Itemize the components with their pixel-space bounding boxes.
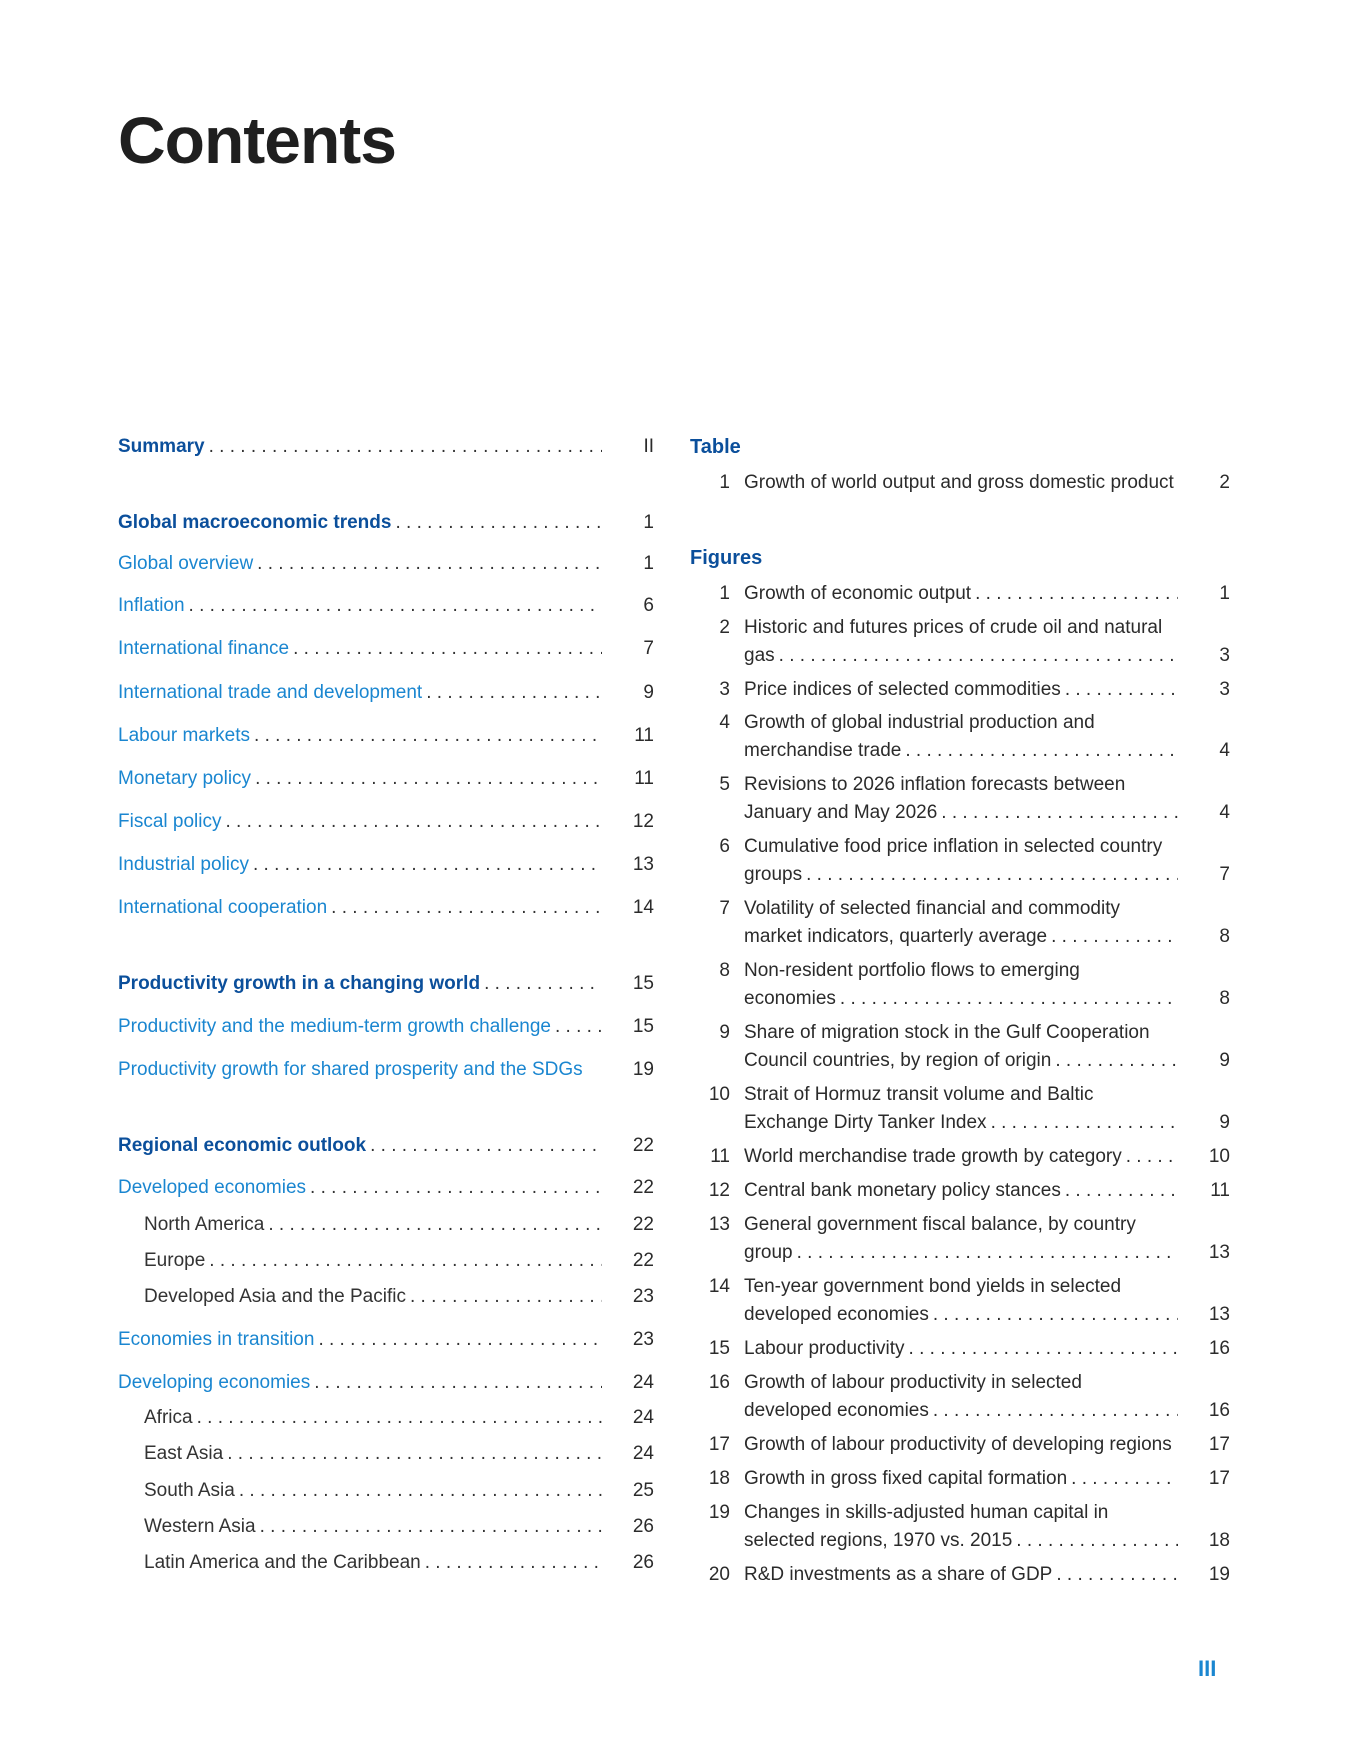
entry-title[interactable]: group (744, 1242, 793, 1263)
table-entry[interactable] (690, 469, 1230, 497)
toc-entry-label[interactable]: Developed Asia and the Pacific (144, 1286, 406, 1307)
entry-title[interactable]: Revisions to 2026 inflation forecasts between (744, 774, 1126, 795)
toc-entry[interactable] (118, 1133, 654, 1159)
entry-title[interactable]: Cumulative food price inflation in selected country (744, 836, 1163, 857)
toc-entry-page: 15 (632, 1016, 654, 1037)
toc-entry-label[interactable]: Inflation (118, 595, 185, 616)
dot-leader (189, 593, 602, 619)
toc-entry-page: 23 (632, 1329, 654, 1350)
dot-leader (905, 737, 1178, 765)
entry-number: 16 (708, 1372, 730, 1393)
dot-leader (310, 1175, 602, 1201)
dot-leader (484, 971, 602, 997)
toc-entry-page: 24 (632, 1372, 654, 1393)
dot-leader (1065, 1177, 1178, 1205)
figure-entry[interactable] (690, 1019, 1230, 1075)
entry-page: 17 (1208, 1468, 1230, 1489)
toc-entry-label[interactable]: South Asia (144, 1480, 235, 1501)
toc-entry[interactable] (118, 1175, 654, 1201)
dot-leader (1016, 1527, 1178, 1555)
entry-number: 3 (719, 679, 730, 700)
entry-page: 1 (1219, 583, 1230, 604)
dot-leader (255, 766, 602, 792)
entry-number: 12 (708, 1180, 730, 1201)
toc-entry-page: 15 (632, 973, 654, 994)
toc-entry[interactable] (118, 1370, 654, 1396)
entry-title[interactable]: merchandise trade (744, 740, 902, 761)
figure-entry[interactable] (690, 1177, 1230, 1205)
toc-entry[interactable] (118, 852, 654, 878)
figure-entry[interactable] (690, 1369, 1230, 1425)
dot-leader (1056, 1561, 1178, 1589)
figure-entry[interactable] (690, 1211, 1230, 1267)
toc-entry-label[interactable]: Productivity and the medium-term growth challenge (118, 1016, 551, 1037)
toc-entry[interactable] (118, 551, 654, 577)
dot-leader (933, 1397, 1178, 1425)
entry-page: 4 (1219, 802, 1230, 823)
dot-leader (1071, 1465, 1178, 1493)
toc-entry-page: 11 (634, 768, 654, 789)
entry-page: 16 (1208, 1338, 1230, 1359)
toc-entry-page: 25 (632, 1480, 654, 1501)
dot-leader (941, 799, 1178, 827)
entry-number: 1 (719, 583, 730, 604)
figure-entry[interactable] (690, 580, 1230, 608)
entry-page: 7 (1219, 864, 1230, 885)
dot-leader (410, 1284, 602, 1310)
page-number: III (1198, 1656, 1217, 1681)
entry-title[interactable]: R&D investments as a share of GDP (744, 1564, 1053, 1585)
entry-page: 10 (1208, 1146, 1230, 1167)
entry-title[interactable]: Non-resident portfolio flows to emerging (744, 960, 1080, 981)
entry-title[interactable]: Exchange Dirty Tanker Index (744, 1112, 987, 1133)
figure-entry[interactable] (690, 614, 1230, 670)
entry-title[interactable]: Growth in gross fixed capital formation (744, 1468, 1068, 1489)
toc-entry[interactable] (118, 971, 654, 997)
dot-leader (260, 1514, 602, 1540)
entry-number: 6 (719, 836, 730, 857)
figure-entry[interactable] (690, 957, 1230, 1013)
toc-entry-label[interactable]: Developing economies (118, 1372, 311, 1393)
entry-title[interactable]: Growth of labour productivity in selected (744, 1372, 1082, 1393)
entry-title[interactable]: Growth of economic output (744, 583, 972, 604)
entry-page: 9 (1219, 1112, 1230, 1133)
toc-entry[interactable] (118, 636, 654, 662)
dot-leader (209, 434, 602, 460)
toc-entry-page: 11 (634, 725, 654, 746)
entry-number: 10 (708, 1084, 730, 1105)
entry-number: 2 (719, 617, 730, 638)
toc-entry[interactable] (118, 593, 654, 619)
toc-entry-label[interactable]: Fiscal policy (118, 811, 222, 832)
dot-leader (370, 1133, 602, 1159)
entry-title[interactable]: World merchandise trade growth by category (744, 1146, 1122, 1167)
figure-entry[interactable] (690, 1335, 1230, 1363)
toc-entry-label[interactable]: Summary (118, 436, 205, 457)
toc-entry-page: 1 (643, 512, 654, 533)
toc-entry[interactable] (118, 1284, 654, 1310)
entry-title[interactable]: market indicators, quarterly average (744, 926, 1048, 947)
toc-entry-page: 26 (632, 1552, 654, 1573)
toc-entry-label[interactable]: Economies in transition (118, 1329, 315, 1350)
dot-leader (253, 852, 602, 878)
toc-entry-page: 22 (632, 1135, 654, 1156)
entry-title[interactable]: Growth of labour productivity of developing regions (744, 1434, 1172, 1455)
dot-leader (314, 1370, 602, 1396)
entry-number: 9 (719, 1022, 730, 1043)
toc-entry-page: 22 (632, 1214, 654, 1235)
entry-number: 15 (708, 1338, 730, 1359)
toc-entry[interactable] (118, 1248, 654, 1274)
entry-title[interactable]: developed economies (744, 1304, 929, 1325)
figure-entry[interactable] (690, 1465, 1230, 1493)
entry-title[interactable]: January and May 2026 (744, 802, 938, 823)
entry-number: 14 (708, 1276, 730, 1297)
entry-title[interactable]: gas (744, 645, 775, 666)
entry-title[interactable]: Ten-year government bond yields in selected (744, 1276, 1122, 1297)
entry-title[interactable]: Central bank monetary policy stances (744, 1180, 1061, 1201)
entry-page: 17 (1208, 1434, 1230, 1455)
toc-entry-label[interactable]: International trade and development (118, 682, 423, 703)
toc-entry-label[interactable]: Developed economies (118, 1177, 307, 1198)
dot-leader (257, 551, 602, 577)
toc-entry[interactable] (118, 895, 654, 921)
entry-number: 17 (708, 1434, 730, 1455)
entry-number: 8 (719, 960, 730, 981)
entry-number: 5 (719, 774, 730, 795)
dot-leader (268, 1212, 602, 1238)
dot-leader (797, 1239, 1178, 1267)
entry-page: 19 (1208, 1564, 1230, 1585)
dot-leader (425, 1550, 602, 1576)
dot-leader (1065, 676, 1178, 704)
entry-page: 3 (1219, 679, 1230, 700)
toc-entry[interactable] (118, 1550, 654, 1576)
entry-number: 7 (719, 898, 730, 919)
entry-page: 16 (1208, 1400, 1230, 1421)
dot-leader (991, 1109, 1178, 1137)
toc-entry[interactable] (118, 1405, 654, 1431)
dot-leader (239, 1478, 602, 1504)
entry-title[interactable]: Strait of Hormuz transit volume and Baltic (744, 1084, 1094, 1105)
toc-entry-label[interactable]: Regional economic outlook (118, 1135, 367, 1156)
entry-title[interactable]: Share of migration stock in the Gulf Cooperation (744, 1022, 1150, 1043)
dot-leader (909, 1335, 1178, 1363)
toc-entry-page: 12 (632, 811, 654, 832)
figure-entry[interactable] (690, 833, 1230, 889)
toc-entry-label[interactable]: North America (144, 1214, 265, 1235)
toc-entry-page: II (643, 436, 654, 457)
figure-entry[interactable] (690, 1499, 1230, 1555)
entry-number: 11 (710, 1146, 730, 1167)
toc-entry[interactable] (118, 1441, 654, 1467)
toc-entry-page: 22 (632, 1177, 654, 1198)
entry-page: 13 (1208, 1242, 1230, 1263)
toc-entry-label[interactable]: Productivity growth for shared prosperity and the SDGs (118, 1059, 583, 1080)
toc-entry[interactable] (118, 1212, 654, 1238)
toc-entry-label[interactable]: Global overview (118, 553, 254, 574)
figure-entry[interactable] (690, 895, 1230, 951)
entry-number: 19 (708, 1502, 730, 1523)
figure-entry[interactable] (690, 1273, 1230, 1329)
toc-entry-page: 6 (643, 595, 654, 616)
dot-leader (395, 510, 602, 536)
dot-leader (197, 1405, 602, 1431)
toc-entry-page: 13 (632, 854, 654, 875)
entry-number: 1 (719, 472, 730, 493)
figure-entry[interactable] (690, 709, 1230, 765)
entry-title[interactable]: Growth of world output and gross domestic product (744, 472, 1174, 493)
toc-entry-label[interactable]: Monetary policy (118, 768, 252, 789)
entry-page: 3 (1219, 645, 1230, 666)
entry-title[interactable]: Growth of global industrial production and (744, 712, 1095, 733)
entry-title[interactable]: Council countries, by region of origin (744, 1050, 1052, 1071)
toc-entry-page: 9 (643, 682, 654, 703)
entry-page: 8 (1219, 926, 1230, 947)
dot-leader (1055, 1047, 1178, 1075)
toc-entry[interactable] (118, 1014, 654, 1040)
entry-number: 20 (708, 1564, 730, 1585)
toc-entry[interactable] (118, 434, 654, 460)
entry-title[interactable]: Changes in skills-adjusted human capital in (744, 1502, 1109, 1523)
dot-leader (227, 1441, 602, 1467)
toc-entry-label[interactable]: Industrial policy (118, 854, 249, 875)
entry-number: 18 (708, 1468, 730, 1489)
toc-entry-label[interactable]: Productivity growth in a changing world (118, 973, 481, 994)
entry-page: 2 (1219, 472, 1230, 493)
toc-entry[interactable] (118, 510, 654, 536)
toc-entry-label[interactable]: Global macroeconomic trends (118, 512, 392, 533)
entry-page: 11 (1210, 1180, 1230, 1201)
figure-entry[interactable] (690, 771, 1230, 827)
entry-page: 9 (1219, 1050, 1230, 1071)
dot-leader (975, 580, 1178, 608)
toc-entry[interactable] (118, 723, 654, 749)
dot-leader (254, 723, 602, 749)
dot-leader (318, 1327, 602, 1353)
entry-title[interactable]: economies (744, 988, 836, 1009)
toc-entry-label[interactable]: Labour markets (118, 725, 251, 746)
toc-entry-label[interactable]: East Asia (144, 1443, 224, 1464)
dot-leader (555, 1014, 602, 1040)
entry-title[interactable]: Price indices of selected commodities (744, 679, 1061, 700)
toc-entry-label[interactable]: International finance (118, 638, 290, 659)
entry-page: 4 (1219, 740, 1230, 761)
toc-entry[interactable] (118, 680, 654, 706)
toc-entry[interactable] (118, 1478, 654, 1504)
entry-title[interactable]: developed economies (744, 1400, 929, 1421)
dot-leader (426, 680, 602, 706)
dot-leader (225, 809, 602, 835)
entry-number: 4 (719, 712, 730, 733)
toc-entry[interactable] (118, 766, 654, 792)
toc-entry[interactable] (118, 809, 654, 835)
toc-entry-page: 1 (643, 553, 654, 574)
figure-entry[interactable] (690, 1081, 1230, 1137)
toc-entry-page: 14 (632, 897, 654, 918)
dot-leader (840, 985, 1178, 1013)
entry-title[interactable]: groups (744, 864, 803, 885)
toc-entry-page: 26 (632, 1516, 654, 1537)
entry-page: 8 (1219, 988, 1230, 1009)
dot-leader (209, 1248, 602, 1274)
dot-leader (1126, 1143, 1178, 1171)
figure-entry[interactable] (690, 1561, 1230, 1589)
toc-entry-page: 19 (632, 1059, 654, 1080)
toc-entry-page: 24 (632, 1443, 654, 1464)
dot-leader (293, 636, 602, 662)
toc-entry[interactable] (118, 1327, 654, 1353)
figure-entry[interactable] (690, 1431, 1230, 1459)
table-heading: Table (690, 436, 741, 458)
entry-page: 18 (1208, 1530, 1230, 1551)
entry-title[interactable]: General government fiscal balance, by country (744, 1214, 1136, 1235)
toc-entry-label[interactable]: Africa (144, 1407, 193, 1428)
dot-leader (1051, 923, 1178, 951)
toc-entry-label[interactable]: Latin America and the Caribbean (144, 1552, 421, 1573)
dot-leader (779, 642, 1178, 670)
toc-entry[interactable] (118, 1057, 654, 1083)
toc-entry-page: 24 (632, 1407, 654, 1428)
entry-number: 13 (708, 1214, 730, 1235)
toc-entry-label[interactable]: International cooperation (118, 897, 328, 918)
toc-entry-page: 22 (632, 1250, 654, 1271)
entry-title[interactable]: Historic and futures prices of crude oil and natural (744, 617, 1163, 638)
page-title: Contents (118, 103, 396, 177)
entry-title[interactable]: Labour productivity (744, 1338, 905, 1359)
dot-leader (933, 1301, 1178, 1329)
figure-entry[interactable] (690, 1143, 1230, 1171)
toc-entry-page: 23 (632, 1286, 654, 1307)
entry-page: 13 (1208, 1304, 1230, 1325)
entry-title[interactable]: Volatility of selected financial and commodity (744, 898, 1120, 919)
toc-entry[interactable] (118, 1514, 654, 1540)
toc-entry-label[interactable]: Europe (144, 1250, 206, 1271)
dot-leader (331, 895, 602, 921)
figure-entry[interactable] (690, 676, 1230, 704)
entry-title[interactable]: selected regions, 1970 vs. 2015 (744, 1530, 1013, 1551)
figures-heading: Figures (690, 547, 763, 569)
toc-entry-label[interactable]: Western Asia (144, 1516, 256, 1537)
toc-entry-page: 7 (643, 638, 654, 659)
dot-leader (806, 861, 1178, 889)
